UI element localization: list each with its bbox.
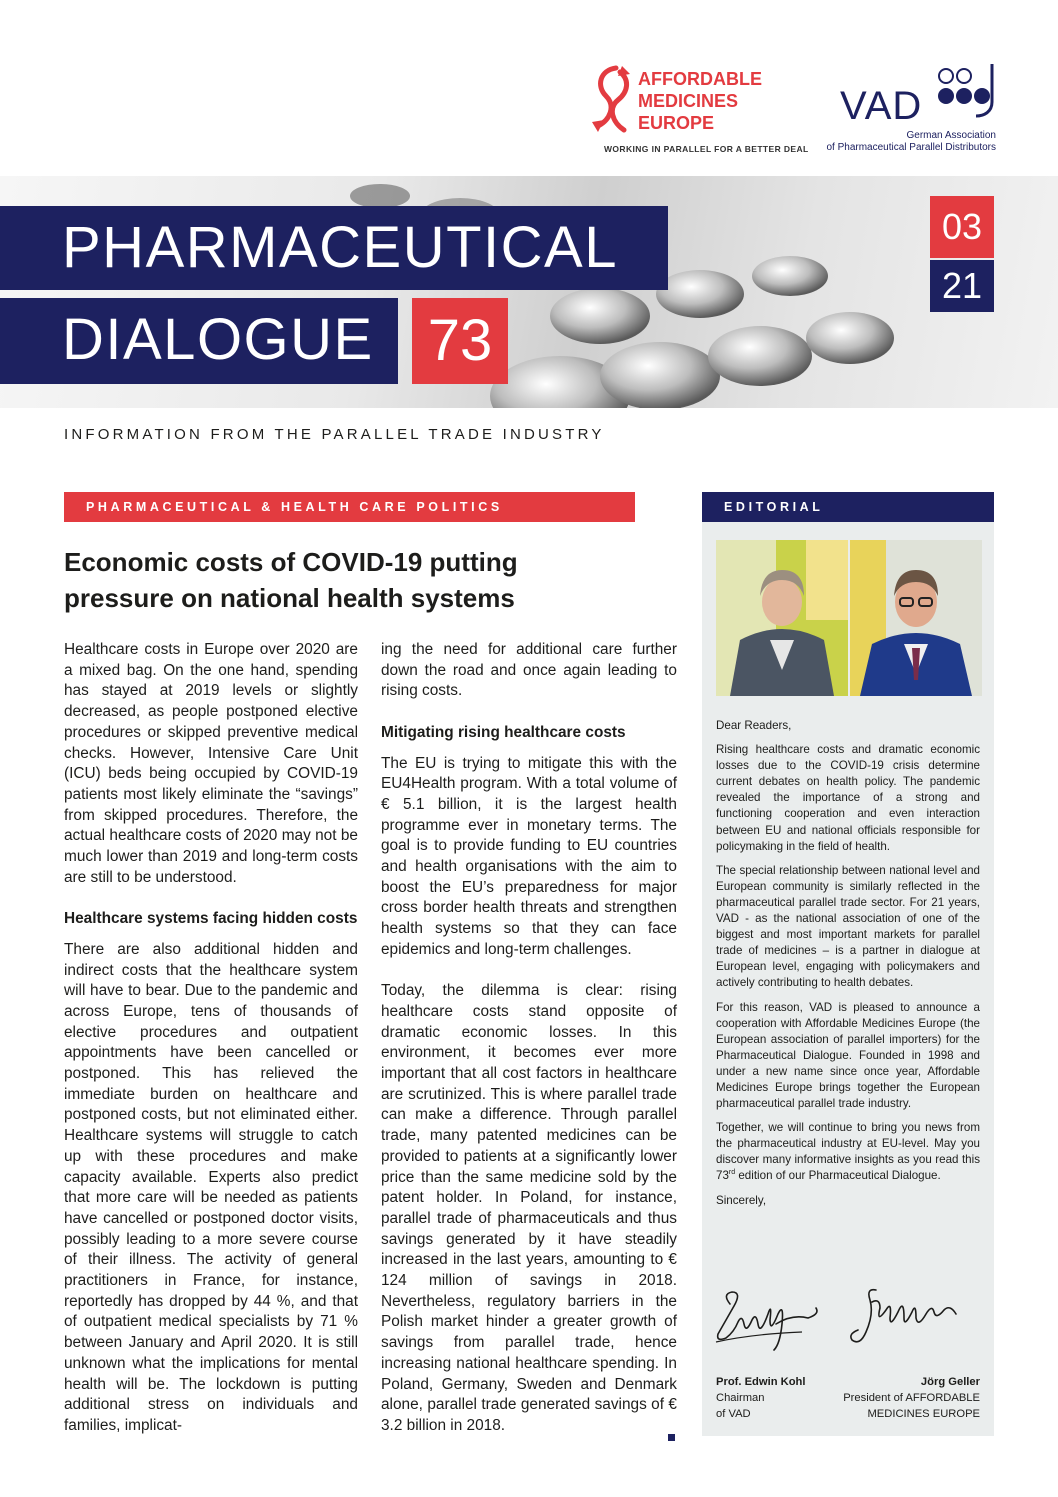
issue-month: 03 xyxy=(930,196,994,258)
masthead-banner xyxy=(0,176,1058,408)
vad-sub-line-1: German Association xyxy=(906,130,996,141)
signatory-role: Chairman xyxy=(716,1392,765,1404)
vad-logo xyxy=(820,62,1000,158)
publication-title-line-2: DIALOGUE xyxy=(62,307,374,372)
article-paragraph: Healthcare costs in Europe over 2020 are a mixed bag. On the one hand, spending has stayed at 2019 levels or slightly decreased, as people postponed elective procedures or skipped preventive medical checks. However, Intensive Care Unit (ICU) beds being occupied by COVID-19 patients most likely eliminate the “savings” from skipped procedures. Therefore, the actual healthcare costs of 2020 may not be much lower than 2019 and long-term costs are still to be understood. xyxy=(64,641,358,886)
portrait-photo-geller xyxy=(850,540,982,696)
vad-wordmark: VAD xyxy=(840,84,923,128)
editorial-paragraph: Rising healthcare costs and dramatic economic losses due to the COVID-19 crisis determine current debates on health policy. The pandemic revealed the importance of a strong and functioning cooperation and even interaction between EU and national officials responsible for policymaking in the field of health. xyxy=(716,743,980,853)
end-square-icon xyxy=(668,1434,675,1441)
article-subheading: Mitigating rising healthcare costs xyxy=(381,723,626,741)
signatory-role: President of AFFORDABLE xyxy=(843,1392,980,1404)
signatory-name: Jörg Geller xyxy=(920,1376,980,1388)
publication-subtitle: INFORMATION FROM THE PARALLEL TRADE INDUSTRY xyxy=(64,426,605,443)
article-paragraph: There are also additional hidden and indirect costs that the healthcare system will have to bear. Due to the pandemic and across Europe, tens of thousands of elective procedures and outpatient appointments have been cancelled or postponed. This has relieved the immediate burden on healthcare and postponed costs, but not eliminated either. Healthcare systems will struggle to catch up with these procedures and make capacity available. Experts also predict that more care will be needed as patients have cancelled or postponed doctor visits, possibly leading to a more severe course of their illness. The activity of general practitioners in France, for instance, reportedly has dropped by 44 %, and that of outpatient medical specialists by 71 % between January and April 2020. It is still unknown what the implications for mental health will be. The lockdown is putting additional stress on individuals and families, implicat- xyxy=(64,940,358,1434)
ame-line-3: EUROPE xyxy=(638,113,715,133)
signature-kohl xyxy=(712,1284,832,1354)
ame-line-1: AFFORDABLE xyxy=(638,69,762,89)
signatory-geller xyxy=(843,1374,980,1422)
portrait-kohl-image xyxy=(716,540,848,696)
article-paragraph: ing the need for additional care further down the road and once again leading to rising costs. xyxy=(381,641,677,700)
article-paragraph: The EU is trying to mitigate this with the EU4Health program. With a total volume of € 5.1 billion, it is the largest health programme ever in monetary terms. The goal is to provide funding to EU countries and health organisations with the aim to boost the EU’s preparedness for major cross border health threats and strengthen health systems so that they can face epidemics and long-term challenges. xyxy=(381,754,677,958)
editorial-text xyxy=(716,718,980,1217)
article-end-marker xyxy=(668,1428,675,1446)
signatory-role: of VAD xyxy=(716,1408,751,1420)
ame-wordmark xyxy=(638,68,762,134)
signatory-name: Prof. Edwin Kohl xyxy=(716,1376,806,1388)
editorial-paragraph: For this reason, VAD is pleased to announce a cooperation with Affordable Medicines Europe (the European association of parallel importers) for the Pharmaceutical Dialogue. Founded in 1998 and under a new name since once year, Affordable Medicines Europe brings together the European pharmaceutical parallel trade industry. xyxy=(716,1000,980,1111)
editorial-closing: Sincerely, xyxy=(716,1193,767,1207)
portrait-geller-image xyxy=(850,540,982,696)
article-headline: Economic costs of COVID-19 putting pressure on national health systems xyxy=(64,547,518,613)
ame-swirl-icon xyxy=(590,62,636,138)
vad-sub-line-2: of Pharmaceutical Parallel Distributors xyxy=(826,142,996,153)
signatory-kohl xyxy=(716,1374,806,1422)
editorial-p4-end: edition of our Pharmaceutical Dialogue. xyxy=(735,1169,941,1183)
ordinal-suffix: rd xyxy=(728,1169,736,1177)
affordable-medicines-europe-logo xyxy=(590,62,809,158)
publication-title-line-1: PHARMACEUTICAL xyxy=(62,215,618,280)
editorial-paragraph: The special relationship between national level and European community is similarly reflected in the pharmaceutical parallel trade sector. For 21 years, VAD - as the national association of one of the biggest and most important markets for parallel trade of medicines – is a partner in dialogue at European level, engaging with policymakers and actively contributing to health debates. xyxy=(716,863,980,990)
editorial-paragraph xyxy=(716,1120,980,1184)
vad-dots-icon xyxy=(938,62,1000,118)
article-column-2 xyxy=(381,640,677,1457)
editorial-label: EDITORIAL xyxy=(702,492,994,522)
article-column-1 xyxy=(64,640,358,1457)
ame-line-2: MEDICINES xyxy=(638,91,739,111)
section-label: PHARMACEUTICAL & HEALTH CARE POLITICS xyxy=(64,492,635,522)
issue-year: 21 xyxy=(930,260,994,312)
ame-tagline: WORKING IN PARALLEL FOR A BETTER DEAL xyxy=(604,144,809,154)
signatory-role: MEDICINES EUROPE xyxy=(867,1408,980,1420)
article-paragraph: Today, the dilemma is clear: rising healthcare costs stand opposite of dramatic economic losses. In this environment, it becomes ever more important that all cost factors in healthcare are scrutinized. This is where parallel trade can make a difference. Through parallel trade, many patented medicines can be provided to patients at a significantly lower price than the same medicine sold by the patent holder. In Poland, for instance, parallel trade of pharmaceuticals and thus savings generated by it have steadily increased in the last years, amounting to € 124 million of savings in 2018. Nevertheless, regulatory barriers in the Polish market hinder a greater growth of savings from parallel trade, hence increasing national healthcare spending. In Poland, Germany, Sweden and Denmark alone, parallel trade generated savings of € 3.2 billion in 2018. xyxy=(381,982,677,1434)
editorial-p4-start: Together, we will continue to bring you news from the pharmaceutical industry at EU-level. May you discover many informative insights as you read this 73 xyxy=(716,1121,980,1183)
editorial-greeting: Dear Readers, xyxy=(716,719,792,732)
vad-subtitle xyxy=(826,130,996,154)
issue-number: 73 xyxy=(412,298,508,384)
signature-geller xyxy=(846,1284,966,1354)
portrait-photo-kohl xyxy=(716,540,848,696)
article-subheading: Healthcare systems facing hidden costs xyxy=(64,910,358,928)
